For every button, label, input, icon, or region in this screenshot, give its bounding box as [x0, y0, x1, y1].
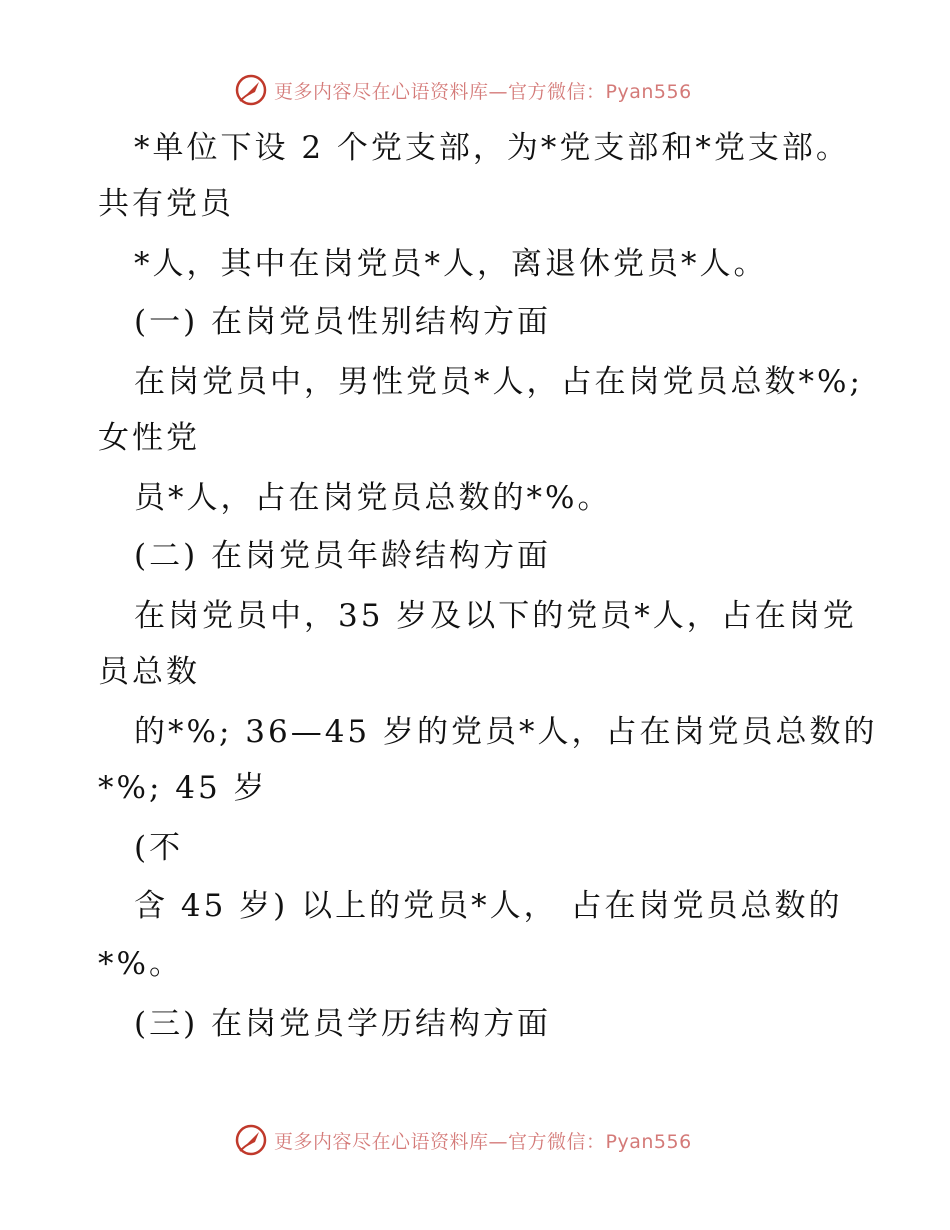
- footer-watermark: [234, 1122, 692, 1158]
- text-line: *人，其中在岗党员*人，离退休党员*人。: [134, 246, 768, 282]
- text-line: 含 45 岁) 以上的党员*人， 占在岗党员总数的: [134, 888, 843, 924]
- text-line: *%; 45 岁: [98, 770, 268, 806]
- text-line: 的*%; 36—45 岁的党员*人，占在岗党员总数的: [134, 714, 878, 750]
- section-heading: (一) 在岗党员性别结构方面: [134, 304, 552, 340]
- text-line: 员*人，占在岗党员总数的*%。: [134, 480, 612, 516]
- quill-logo-icon: [234, 1123, 268, 1157]
- quill-logo-icon: [234, 73, 268, 107]
- text-line: (不: [134, 830, 184, 866]
- text-line: *单位下设 2 个党支部，为*党支部和*党支部。: [134, 130, 850, 166]
- text-line: *%。: [98, 946, 183, 982]
- watermark-text: 更多内容尽在心语资料库—官方微信：Pyan556: [274, 1130, 692, 1153]
- header-watermark: [234, 72, 692, 108]
- watermark-text: 更多内容尽在心语资料库—官方微信：Pyan556: [274, 80, 692, 103]
- text-line: 员总数: [98, 654, 200, 690]
- text-line: 共有党员: [98, 186, 234, 222]
- section-heading: (三) 在岗党员学历结构方面: [134, 1006, 552, 1042]
- text-line: 女性党: [98, 420, 200, 456]
- text-line: 在岗党员中，男性党员*人，占在岗党员总数*%;: [134, 364, 863, 400]
- section-heading: (二) 在岗党员年龄结构方面: [134, 538, 552, 574]
- text-line: 在岗党员中，35 岁及以下的党员*人，占在岗党: [134, 598, 857, 634]
